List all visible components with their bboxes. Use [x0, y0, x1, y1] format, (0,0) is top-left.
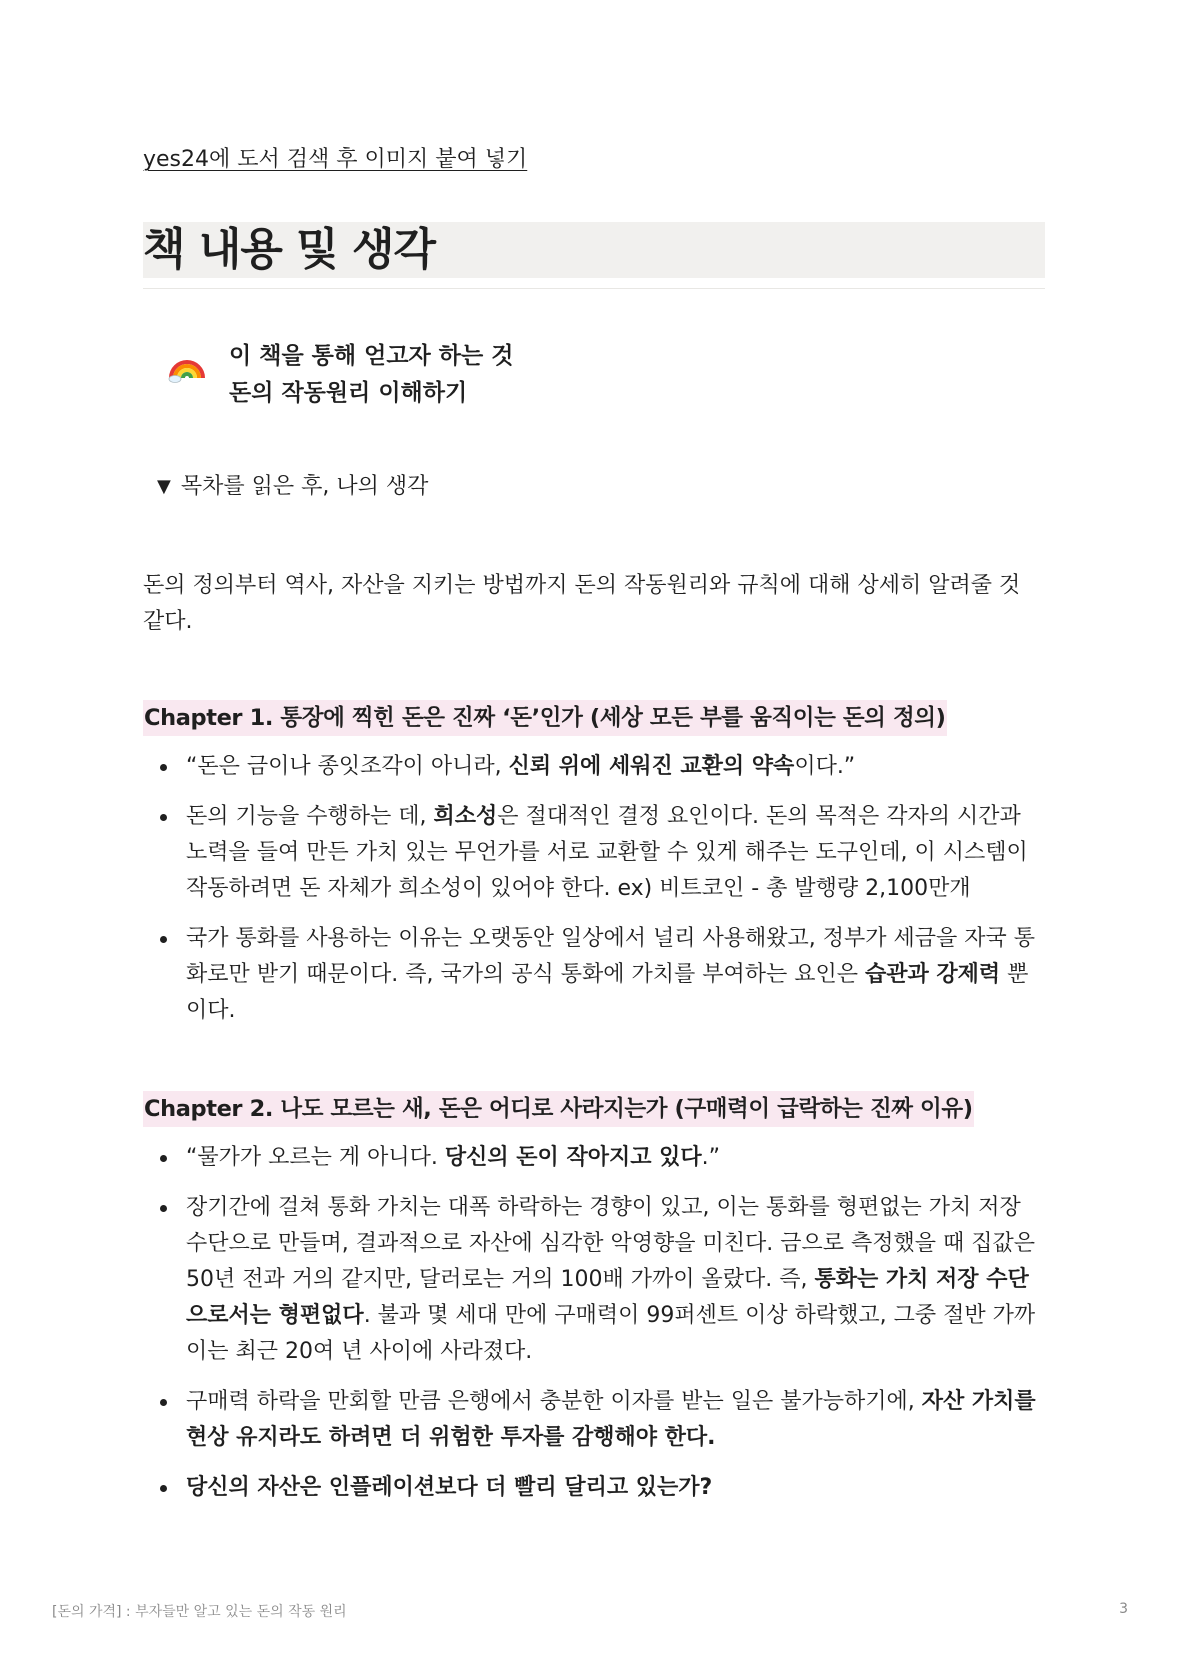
page-number: 3 — [1119, 1601, 1128, 1617]
list-item: 국가 통화를 사용하는 이유는 오랫동안 일상에서 널리 사용해왔고, 정부가 세금을 자국 통화로만 받기 때문이다. 즉, 국가의 공식 통화에 가치를 부여하는 요인은 습관과 강제력 뿐이다. — [143, 921, 1045, 1029]
chapter-2-list — [143, 1140, 1045, 1506]
toggle-block[interactable] — [157, 469, 428, 505]
list-item: “물가가 오르는 게 아니다. 당신의 돈이 작아지고 있다.” — [143, 1140, 1045, 1176]
chapter-1-list — [143, 749, 1045, 1029]
chapter-2-heading: Chapter 2. 나도 모르는 새, 돈은 어디로 사라지는가 (구매력이 급락하는 진짜 이유) — [143, 1091, 974, 1127]
heading-divider — [143, 288, 1045, 289]
footer-title: [돈의 가격] : 부자들만 알고 있는 돈의 작동 원리 — [52, 1604, 347, 1620]
toggle-arrow-icon[interactable]: ▼ — [157, 476, 171, 497]
callout-line-1: 이 책을 통해 얻고자 하는 것 — [229, 343, 514, 369]
callout-line-2: 돈의 작동원리 이해하기 — [229, 380, 468, 406]
list-item: “돈은 금이나 종잇조각이 아니라, 신뢰 위에 세워진 교환의 약속이다.” — [143, 749, 1045, 785]
chapter-1-heading: Chapter 1. 통장에 찍힌 돈은 진짜 ‘돈’인가 (세상 모든 부를 움직이는 돈의 정의) — [143, 700, 947, 736]
section-heading: 책 내용 및 생각 — [143, 222, 1045, 278]
list-item: 구매력 하락을 만회할 만큼 은행에서 충분한 이자를 받는 일은 불가능하기에, 자산 가치를 현상 유지라도 하려면 더 위험한 투자를 감행해야 한다. — [143, 1384, 1045, 1456]
list-item: 돈의 기능을 수행하는 데, 희소성은 절대적인 결정 요인이다. 돈의 목적은 각자의 시간과 노력을 들여 만든 가치 있는 무언가를 서로 교환할 수 있게 해주는 도구인데, 이 시스템이 작동하려면 돈 자체가 희소성이 있어야 한다. ex) 비트코인 - 총 발행량 2,100만개 — [143, 799, 1045, 907]
toggle-label: 목차를 읽은 후, 나의 생각 — [180, 474, 429, 499]
intro-paragraph: 돈의 정의부터 역사, 자산을 지키는 방법까지 돈의 작동원리와 규칙에 대해 상세히 알려줄 것 같다. — [143, 573, 1021, 634]
image-placeholder-link[interactable]: yes24에 도서 검색 후 이미지 붙여 넣기 — [143, 147, 528, 172]
callout-text — [229, 338, 513, 412]
list-item: 당신의 자산은 인플레이션보다 더 빨리 달리고 있는가? — [143, 1470, 1045, 1506]
list-item: 장기간에 걸쳐 통화 가치는 대폭 하락하는 경향이 있고, 이는 통화를 형편없는 가치 저장 수단으로 만들며, 결과적으로 자산에 심각한 악영향을 미친다. 금으로 측정했을 때 집값은 50년 전과 거의 같지만, 달러로는 거의 100배 가까이 올랐다. 즉, 통화는 가치 저장 수단으로서는 형편없다. 불과 몇 세대 만에 구매력이 99퍼센트 이상 하락했고, 그중 절반 가까이는 최근 20여 년 사이에 사라졌다. — [143, 1190, 1045, 1370]
rainbow-icon — [167, 344, 207, 384]
